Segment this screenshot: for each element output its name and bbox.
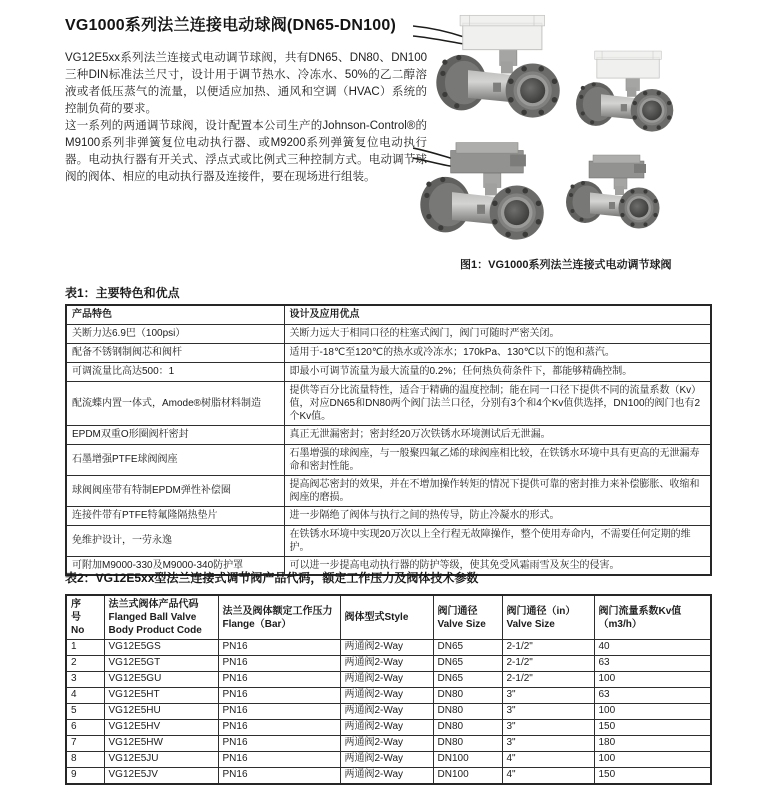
table-row xyxy=(66,362,711,381)
table-cell: PN16 xyxy=(218,704,340,720)
table-row xyxy=(66,672,711,688)
table-cell: PN16 xyxy=(218,736,340,752)
table2-title: 表2：VG12E5xx型法兰连接式调节阀产品代码，额定工作压力及阀体技术参数 xyxy=(65,571,479,585)
table-cell: 即最小可调节流量为最大流量的0.2%；任何热负荷条件下，都能够精确控制。 xyxy=(284,362,711,381)
table-cell: DN80 xyxy=(433,720,502,736)
table-cell: 石墨增强的球阀座，与一般聚四氟乙烯的球阀座相比较，在铁锈水环境中具有更高的无泄漏寿命和密封性能。 xyxy=(284,444,711,475)
table-row xyxy=(66,381,711,425)
column-header: 阀体型式Style xyxy=(340,595,433,640)
table-row xyxy=(66,688,711,704)
table-cell: 4" xyxy=(502,752,594,768)
valve-photo-1 xyxy=(436,15,559,117)
table-row xyxy=(66,475,711,506)
column-header: 阀门通径（in）Valve Size xyxy=(502,595,594,640)
column-header: 设计及应用优点 xyxy=(284,305,711,324)
table-cell: 8 xyxy=(66,752,104,768)
table-cell: VG12E5JU xyxy=(104,752,218,768)
table-cell: 2-1/2" xyxy=(502,656,594,672)
table-cell: 在铁锈水环境中实现20万次以上全行程无故障操作，整个使用寿命内，不需要任何定期的维护。 xyxy=(284,525,711,556)
table-row xyxy=(66,343,711,362)
table-cell: 两通阀2-Way xyxy=(340,720,433,736)
valve-photo-3 xyxy=(420,143,543,240)
page-title: VG1000系列法兰连接电动球阀(DN65-DN100) xyxy=(65,17,397,34)
table-cell: 免维护设计，一劳永逸 xyxy=(66,525,284,556)
table-cell: DN100 xyxy=(433,752,502,768)
table-cell: PN16 xyxy=(218,656,340,672)
table-cell: 150 xyxy=(594,720,711,736)
table-cell: DN65 xyxy=(433,672,502,688)
table-cell: 提供等百分比流量特性，适合于精确的温度控制；能在同一口径下提供不同的流量系数（Kv）值，对应DN65和DN80两个阀门法兰口径，分别有3个和4个Kv值供选择，DN100的阀门也有2个Kv值。 xyxy=(284,381,711,425)
table-cell: DN65 xyxy=(433,640,502,656)
table-cell: 1 xyxy=(66,640,104,656)
table-cell: VG12E5JV xyxy=(104,768,218,784)
table-cell: 7 xyxy=(66,736,104,752)
table-cell: DN65 xyxy=(433,656,502,672)
table-cell: 2-1/2" xyxy=(502,640,594,656)
table-cell: 连接件带有PTFE特氟隆隔热垫片 xyxy=(66,506,284,525)
table-cell: VG12E5GU xyxy=(104,672,218,688)
table-cell: 3" xyxy=(502,688,594,704)
actuator-wires xyxy=(413,26,464,37)
table-cell: 石墨增强PTFE球阀阀座 xyxy=(66,444,284,475)
table-cell: 球阀阀座带有特制EPDM弹性补偿圈 xyxy=(66,475,284,506)
table-row xyxy=(66,768,711,784)
column-header: 产品特色 xyxy=(66,305,284,324)
valve-photo-2 xyxy=(576,51,673,132)
table-row xyxy=(66,525,711,556)
table-cell: 5 xyxy=(66,704,104,720)
table-row xyxy=(66,736,711,752)
table-cell: 40 xyxy=(594,640,711,656)
intro-text xyxy=(65,50,427,186)
table-cell: PN16 xyxy=(218,768,340,784)
table-cell: PN16 xyxy=(218,640,340,656)
table-cell: 配流蝶内置一体式，Amode®树脂材料制造 xyxy=(66,381,284,425)
table-cell: PN16 xyxy=(218,688,340,704)
valve-photo-4 xyxy=(566,155,660,229)
table-cell: DN80 xyxy=(433,704,502,720)
table-cell: 9 xyxy=(66,768,104,784)
table-row xyxy=(66,444,711,475)
table-row xyxy=(66,506,711,525)
table-cell: 两通阀2-Way xyxy=(340,704,433,720)
table-cell: VG12E5GS xyxy=(104,640,218,656)
table-cell: 3" xyxy=(502,704,594,720)
actuator-wires xyxy=(413,36,464,44)
table-cell: VG12E5HV xyxy=(104,720,218,736)
table-cell: EPDM双重O形圈阀杆密封 xyxy=(66,425,284,444)
table-cell: 可附加M9000-330及M9000-340防护罩 xyxy=(66,556,284,575)
table-row xyxy=(66,720,711,736)
table-cell: 150 xyxy=(594,768,711,784)
table-cell: 180 xyxy=(594,736,711,752)
table-cell: DN80 xyxy=(433,688,502,704)
column-header: 阀门通径Valve Size xyxy=(433,595,502,640)
table-header-row xyxy=(66,305,711,324)
intro-paragraph-2: 这一系列的两通调节球阀，设计配置本公司生产的Johnson-Control®的M9100系列非弹簧复位电动执行器、或M9200系列弹簧复位电动执行器。电动执行器有开关式、浮点式或比例式三种控制方式。电动调节球阀的阀体、相应的电动执行器及连接件，要在现场进行组装。 xyxy=(65,120,427,183)
table-row xyxy=(66,324,711,343)
table-header-row xyxy=(66,595,711,640)
table-cell: VG12E5HT xyxy=(104,688,218,704)
table-cell: 63 xyxy=(594,656,711,672)
product-codes-table xyxy=(65,594,712,785)
table-cell: 两通阀2-Way xyxy=(340,752,433,768)
table-cell: 3 xyxy=(66,672,104,688)
table-cell: PN16 xyxy=(218,720,340,736)
table-cell: 两通阀2-Way xyxy=(340,640,433,656)
table-cell: PN16 xyxy=(218,672,340,688)
table-cell: 2 xyxy=(66,656,104,672)
table-cell: 进一步隔绝了阀体与执行之间的热传导，防止冷凝水的形式。 xyxy=(284,506,711,525)
table-cell: 63 xyxy=(594,688,711,704)
figure-caption: 图1：VG1000系列法兰连接式电动调节球阀 xyxy=(460,259,672,271)
table-cell: 4 xyxy=(66,688,104,704)
table-cell: 关断力远大于相同口径的柱塞式阀门，阀门可随时严密关闭。 xyxy=(284,324,711,343)
column-header: 阀门流量系数Kv值（m3/h） xyxy=(594,595,711,640)
table1-title: 表1：主要特色和优点 xyxy=(65,286,180,300)
table-cell: 两通阀2-Way xyxy=(340,736,433,752)
product-photo xyxy=(413,10,720,255)
intro-paragraph-1: VG12E5xx系列法兰连接式电动调节球阀，共有DN65、DN80、DN100三种DIN标准法兰尺寸，设计用于调节热水、冷冻水、50%的乙二醇溶液或者低压蒸气的流量，以便适应加热、通风和空调（HVAC）系统的控制负荷的要求。 xyxy=(65,52,427,115)
table-cell: 3" xyxy=(502,720,594,736)
table-cell: DN80 xyxy=(433,736,502,752)
table-row xyxy=(66,752,711,768)
table-cell: 两通阀2-Way xyxy=(340,656,433,672)
table-cell: 100 xyxy=(594,752,711,768)
table-cell: 100 xyxy=(594,672,711,688)
table-cell: 两通阀2-Way xyxy=(340,672,433,688)
table-cell: VG12E5GT xyxy=(104,656,218,672)
table-cell: 真正无泄漏密封；密封经20万次铁锈水环境测试后无泄漏。 xyxy=(284,425,711,444)
column-header: 序 号 No xyxy=(66,595,104,640)
table-cell: 配备不锈钢制阀芯和阀杆 xyxy=(66,343,284,362)
table-cell: VG12E5HW xyxy=(104,736,218,752)
table-cell: 6 xyxy=(66,720,104,736)
table-cell: 3" xyxy=(502,736,594,752)
table-cell: 4" xyxy=(502,768,594,784)
table-cell: 可以进一步提高电动执行器的防护等级，使其免受风霜雨雪及灰尘的侵害。 xyxy=(284,556,711,575)
table-cell: 提高阀芯密封的效果，并在不增加操作转矩的情况下提供可靠的密封推力来补偿膨胀、收缩和阀座的磨损。 xyxy=(284,475,711,506)
table-cell: 两通阀2-Way xyxy=(340,688,433,704)
table-cell: DN100 xyxy=(433,768,502,784)
table-cell: 100 xyxy=(594,704,711,720)
table-row xyxy=(66,425,711,444)
table-cell: 适用于-18℃至120℃的热水或冷冻水；170kPa、130℃以下的饱和蒸汽。 xyxy=(284,343,711,362)
table-cell: 关断力达6.9巴（100psi） xyxy=(66,324,284,343)
table-cell: PN16 xyxy=(218,752,340,768)
table-cell: 两通阀2-Way xyxy=(340,768,433,784)
table-cell: 可调流量比高达500：1 xyxy=(66,362,284,381)
table-row xyxy=(66,640,711,656)
column-header: 法兰及阀体额定工作压力 Flange（Bar） xyxy=(218,595,340,640)
features-table xyxy=(65,304,712,576)
table-cell: VG12E5HU xyxy=(104,704,218,720)
column-header: 法兰式阀体产品代码 Flanged Ball Valve Body Product Code xyxy=(104,595,218,640)
table-row xyxy=(66,656,711,672)
table-cell: 2-1/2" xyxy=(502,672,594,688)
table-row xyxy=(66,704,711,720)
